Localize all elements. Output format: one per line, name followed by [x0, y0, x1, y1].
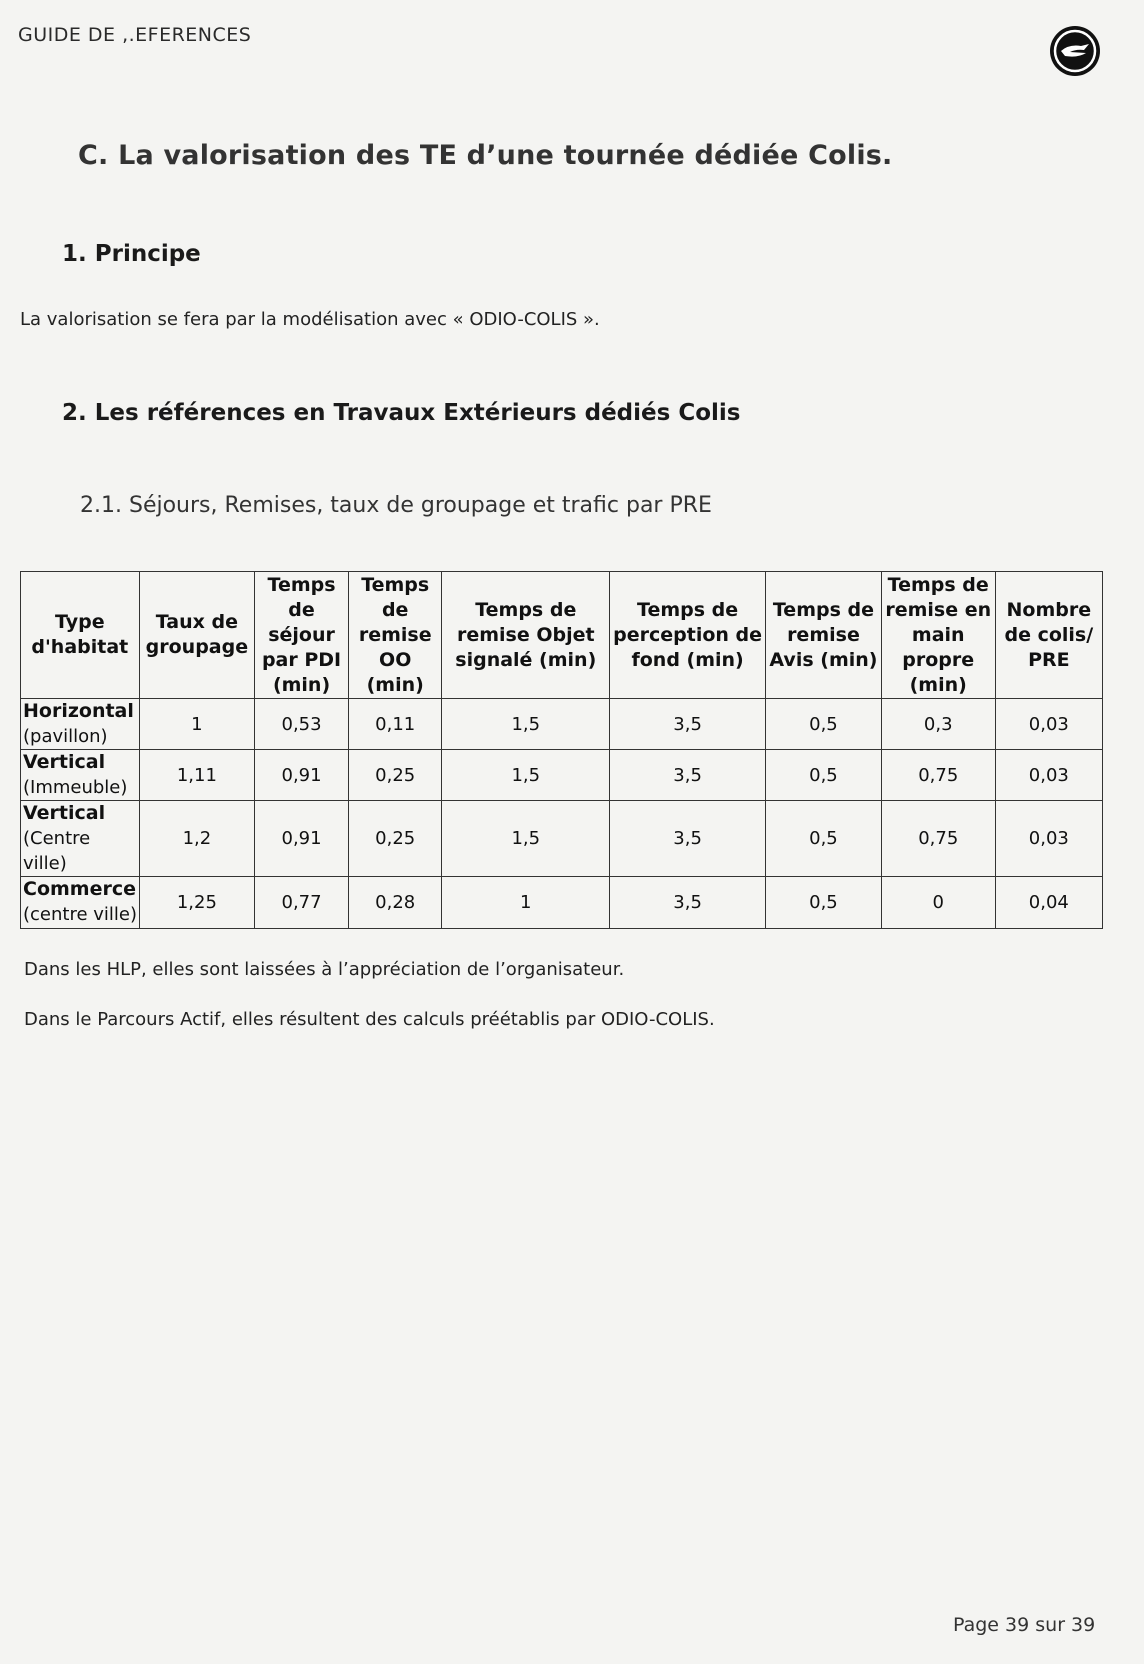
habitat-type-cell: [21, 801, 140, 877]
table-cell: 0,03: [995, 699, 1102, 750]
table-row: [21, 801, 1103, 877]
column-header: Temps de remise Avis (min): [766, 572, 882, 699]
table-cell: 1,5: [442, 699, 610, 750]
table-cell: 0,03: [995, 801, 1102, 877]
column-header: Temps de remise Objet signalé (min): [442, 572, 610, 699]
habitat-type-cell: [21, 877, 140, 929]
table-cell: 0,75: [881, 750, 995, 801]
table-cell: 1,5: [442, 750, 610, 801]
table-cell: 0,53: [255, 699, 349, 750]
table-cell: 1,2: [139, 801, 254, 877]
table-cell: 0,03: [995, 750, 1102, 801]
table-cell: 0,5: [766, 750, 882, 801]
habitat-subtype: (centre ville): [23, 904, 138, 925]
habitat-type-cell: [21, 750, 140, 801]
table-cell: 0,25: [348, 750, 441, 801]
column-header: Nombre de colis/ PRE: [995, 572, 1102, 699]
table-cell: 0,11: [348, 699, 441, 750]
table-cell: 0,91: [255, 750, 349, 801]
table-cell: 0,3: [881, 699, 995, 750]
table-cell: 1,11: [139, 750, 254, 801]
table-cell: 0,5: [766, 699, 882, 750]
references-heading: 2. Les références en Travaux Extérieurs dédiés Colis: [62, 400, 741, 426]
column-header: Temps de perception de fond (min): [610, 572, 766, 699]
principe-heading: 1. Principe: [62, 241, 201, 267]
habitat-type: Horizontal: [23, 700, 134, 722]
habitat-subtype: (pavillon): [23, 726, 108, 747]
note-hlp: Dans les HLP, elles sont laissées à l’appréciation de l’organisateur.: [24, 959, 625, 980]
la-poste-logo-icon: [1048, 24, 1102, 78]
table-cell: 1: [442, 877, 610, 929]
references-table: [20, 571, 1103, 929]
column-header: Temps de remise OO (min): [348, 572, 441, 699]
table-header-row: [21, 572, 1103, 699]
page-number: Page 39 sur 39: [953, 1614, 1096, 1636]
habitat-type: Commerce: [23, 878, 136, 900]
table-cell: 0,25: [348, 801, 441, 877]
references-subheading: 2.1. Séjours, Remises, taux de groupage et trafic par PRE: [80, 493, 712, 518]
table-row: [21, 877, 1103, 929]
section-title: C. La valorisation des TE d’une tournée dédiée Colis.: [78, 140, 893, 171]
table-cell: 0,77: [255, 877, 349, 929]
table-cell: 3,5: [610, 750, 766, 801]
column-header: Temps de remise en main propre (min): [881, 572, 995, 699]
note-parcours-actif: Dans le Parcours Actif, elles résultent des calculs préétablis par ODIO-COLIS.: [24, 1009, 715, 1030]
table-cell: 1,5: [442, 801, 610, 877]
table-cell: 0,28: [348, 877, 441, 929]
habitat-type: Vertical: [23, 751, 106, 773]
table-cell: 3,5: [610, 801, 766, 877]
table-cell: 3,5: [610, 877, 766, 929]
table-cell: 0,91: [255, 801, 349, 877]
table-cell: 1,25: [139, 877, 254, 929]
table-cell: 0,04: [995, 877, 1102, 929]
column-header: Taux de groupage: [139, 572, 254, 699]
habitat-subtype: (Centre ville): [23, 828, 91, 874]
table-cell: 0: [881, 877, 995, 929]
principe-text: La valorisation se fera par la modélisation avec « ODIO-COLIS ».: [20, 309, 600, 330]
column-header: Temps de séjour par PDI (min): [255, 572, 349, 699]
table-cell: 3,5: [610, 699, 766, 750]
table-cell: 1: [139, 699, 254, 750]
table-cell: 0,5: [766, 801, 882, 877]
habitat-type-cell: [21, 699, 140, 750]
table-row: [21, 750, 1103, 801]
habitat-type: Vertical: [23, 802, 106, 824]
habitat-subtype: (Immeuble): [23, 777, 128, 798]
table-row: [21, 699, 1103, 750]
table-cell: 0,75: [881, 801, 995, 877]
column-header: Type d'habitat: [21, 572, 140, 699]
header-title: GUIDE DE ,.EFERENCES: [18, 24, 252, 46]
table-cell: 0,5: [766, 877, 882, 929]
